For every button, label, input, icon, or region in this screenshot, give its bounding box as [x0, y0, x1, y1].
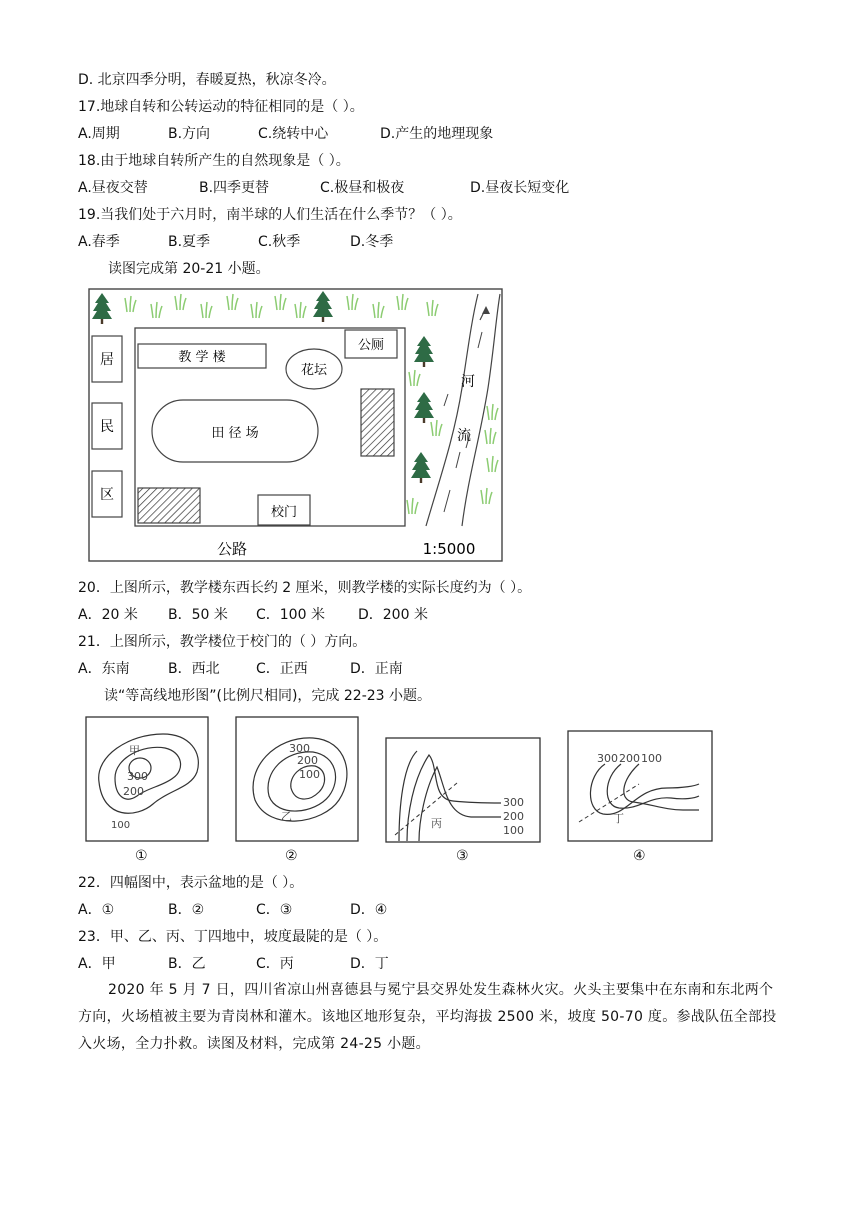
option-d: D．200 米	[358, 607, 428, 623]
q19-options	[78, 232, 393, 252]
marker-label: 乙	[281, 810, 292, 823]
option-c: C．③	[256, 902, 293, 918]
contour-label: 100	[503, 824, 524, 837]
contour-label: 100	[641, 752, 662, 765]
contour-map-4	[567, 730, 713, 842]
q20-stem: 20．上图所示，教学楼东西长约 2 厘米，则教学楼的实际长度约为（ ）。	[78, 580, 532, 596]
contour-label: 300	[127, 770, 148, 783]
resident-char: 居	[100, 352, 114, 368]
school-gate-label: 校门	[270, 505, 298, 520]
material-paragraph: 2020 年 5 月 7 日，四川省凉山州喜德县与冕宁县交界处发生森林火灾。火头主要集中在东南和东北两个方向，火场植被主要为青岗林和灌木。该地区地形复杂，平均海拔 2500 米，坡度 50-70 度。参战队伍全部投入火场，全力扑救。读图及材料，完成第 24-25 小题。	[78, 982, 777, 1052]
q20-options	[78, 605, 428, 625]
hatched-area	[361, 389, 394, 456]
marker-label: 丁	[613, 812, 624, 825]
q21-options	[78, 659, 403, 679]
q22-options	[78, 900, 387, 920]
option-b: B.方向	[168, 126, 211, 142]
option-d: D．丁	[350, 956, 389, 972]
option-c: C.极昼和极夜	[320, 180, 405, 196]
toilet-label: 公厕	[357, 338, 385, 353]
q18-options	[78, 178, 569, 198]
contour-label: 100	[299, 768, 320, 781]
option-a: A.昼夜交替	[78, 180, 148, 196]
intro-22-23: 读“等高线地形图”(比例尺相同)，完成 22-23 小题。	[104, 688, 432, 704]
option-c: C.秋季	[258, 234, 301, 250]
track-field-label: 田 径 场	[211, 426, 259, 441]
option-d: D.昼夜长短变化	[470, 180, 570, 196]
option-b: B．乙	[168, 956, 206, 972]
teaching-building-label: 教 学 楼	[178, 350, 226, 365]
option-b: B．西北	[168, 661, 220, 677]
contour-label: 100	[111, 820, 131, 831]
q23-stem: 23．甲、乙、丙、丁四地中，坡度最陡的是（ ）。	[78, 929, 388, 945]
option-a: A．东南	[78, 661, 130, 677]
q23-options	[78, 954, 389, 974]
option-c: C．100 米	[256, 607, 325, 623]
contour-caption: ②	[285, 848, 298, 864]
q21-stem: 21．上图所示，教学楼位于校门的（ ）方向。	[78, 634, 367, 650]
contour-label: 200	[123, 785, 144, 798]
option-a: A．甲	[78, 956, 116, 972]
contour-map-1	[85, 716, 209, 842]
contour-label: 300	[503, 796, 524, 809]
q18-stem: 18.由于地球自转所产生的自然现象是（ ）。	[78, 153, 350, 169]
option-a: A．①	[78, 902, 115, 918]
marker-label: 甲	[129, 744, 140, 757]
resident-char: 区	[100, 487, 114, 503]
contour-label: 200	[619, 752, 640, 765]
option-b: B.夏季	[168, 234, 211, 250]
contour-label: 200	[297, 754, 318, 767]
option-d: D．④	[350, 902, 388, 918]
option-d: D．正南	[350, 661, 403, 677]
option-c: C．正西	[256, 661, 308, 677]
flower-bed-label: 花坛	[300, 363, 328, 378]
contour-caption: ④	[633, 848, 646, 864]
scale-label: 1:5000	[422, 540, 476, 558]
option-d: D.冬季	[350, 234, 394, 250]
option-b: B．②	[168, 902, 205, 918]
option-d: D.产生的地理现象	[380, 126, 494, 142]
contour-label: 300	[289, 742, 310, 755]
contour-caption: ①	[135, 848, 148, 864]
contour-map-2	[235, 716, 359, 842]
q17-stem: 17.地球自转和公转运动的特征相同的是（ ）。	[78, 99, 364, 115]
option-b: B．50 米	[168, 607, 228, 623]
contour-map-3	[385, 737, 541, 843]
resident-char: 民	[100, 419, 114, 435]
contour-caption: ③	[456, 848, 469, 864]
q17-options	[78, 124, 493, 144]
q22-stem: 22．四幅图中，表示盆地的是（ ）。	[78, 875, 304, 891]
river-char: 流	[457, 428, 471, 444]
option-c: C．丙	[256, 956, 294, 972]
option-a: A.春季	[78, 234, 120, 250]
option-a: A.周期	[78, 126, 120, 142]
option-b: B.四季更替	[199, 180, 270, 196]
q19-stem: 19.当我们处于六月时，南半球的人们生活在什么季节？（ ）。	[78, 207, 462, 223]
marker-label: 丙	[431, 817, 442, 830]
option-c: C.绕转中心	[258, 126, 329, 142]
hatched-area	[138, 488, 200, 523]
school-map	[88, 288, 504, 564]
intro-20-21: 读图完成第 20-21 小题。	[108, 261, 270, 277]
contour-label: 200	[503, 810, 524, 823]
river-char: 河	[461, 374, 475, 390]
contour-label: 300	[597, 752, 618, 765]
option-a: A．20 米	[78, 607, 138, 623]
road-label: 公路	[216, 540, 248, 558]
q16-option-d: D. 北京四季分明，春暖夏热，秋凉冬冷。	[78, 72, 336, 88]
